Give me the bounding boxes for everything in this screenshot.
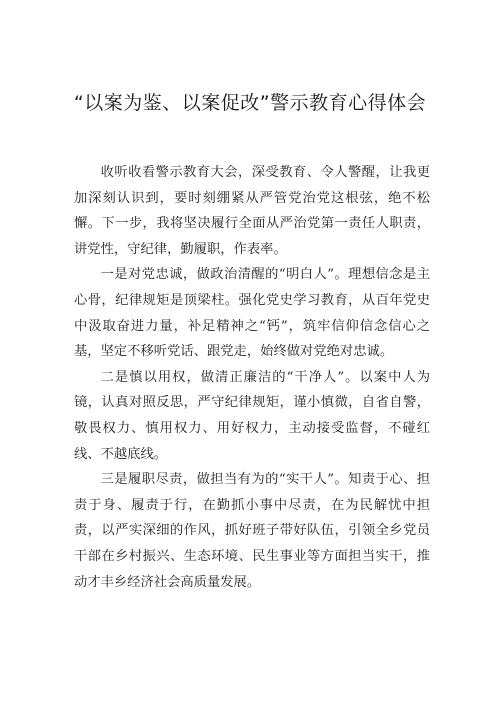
paragraph-loyalty: 一是对党忠诚，做政治清醒的“明白人”。理想信念是主心骨，纪律规矩是顶梁柱。强化党史学习教育，从百年党史中汲取奋进力量，补足精神之“钙”，筑牢信仰信念信心之基，坚定不移听党话、跟党走，始终做对党绝对忠诚。 xyxy=(74,267,430,360)
document-body xyxy=(74,160,430,595)
paragraph-integrity: 二是慎以用权，做清正廉洁的“干净人”。以案中人为镜，认真对照反思，严守纪律规矩，谨小慎微，自省自警，敬畏权力、慎用权力、用好权力，主动接受监督，不碰红线、不越底线。 xyxy=(74,369,430,462)
paragraph-responsibility: 三是履职尽责，做担当有为的“实干人”。知责于心、担责于身、履责于行，在勤抓小事中尽责，在为民解忧中担责，以严实深细的作风，抓好班子带好队伍，引领全乡党员干部在乡村振兴、生态环境、民生事业等方面担当实干，推动才丰乡经济社会高质量发展。 xyxy=(74,472,430,590)
paragraph-intro: 收听收看警示教育大会，深受教育、令人警醒，让我更加深刻认识到，要时刻绷紧从严管党治党这根弦，绝不松懈。下一步，我将坚决履行全面从严治党第一责任人职责，讲党性，守纪律，勤履职，作表率。 xyxy=(74,165,430,257)
document-title: “以案为鉴、以案促改”警示教育心得体会 xyxy=(73,92,427,114)
